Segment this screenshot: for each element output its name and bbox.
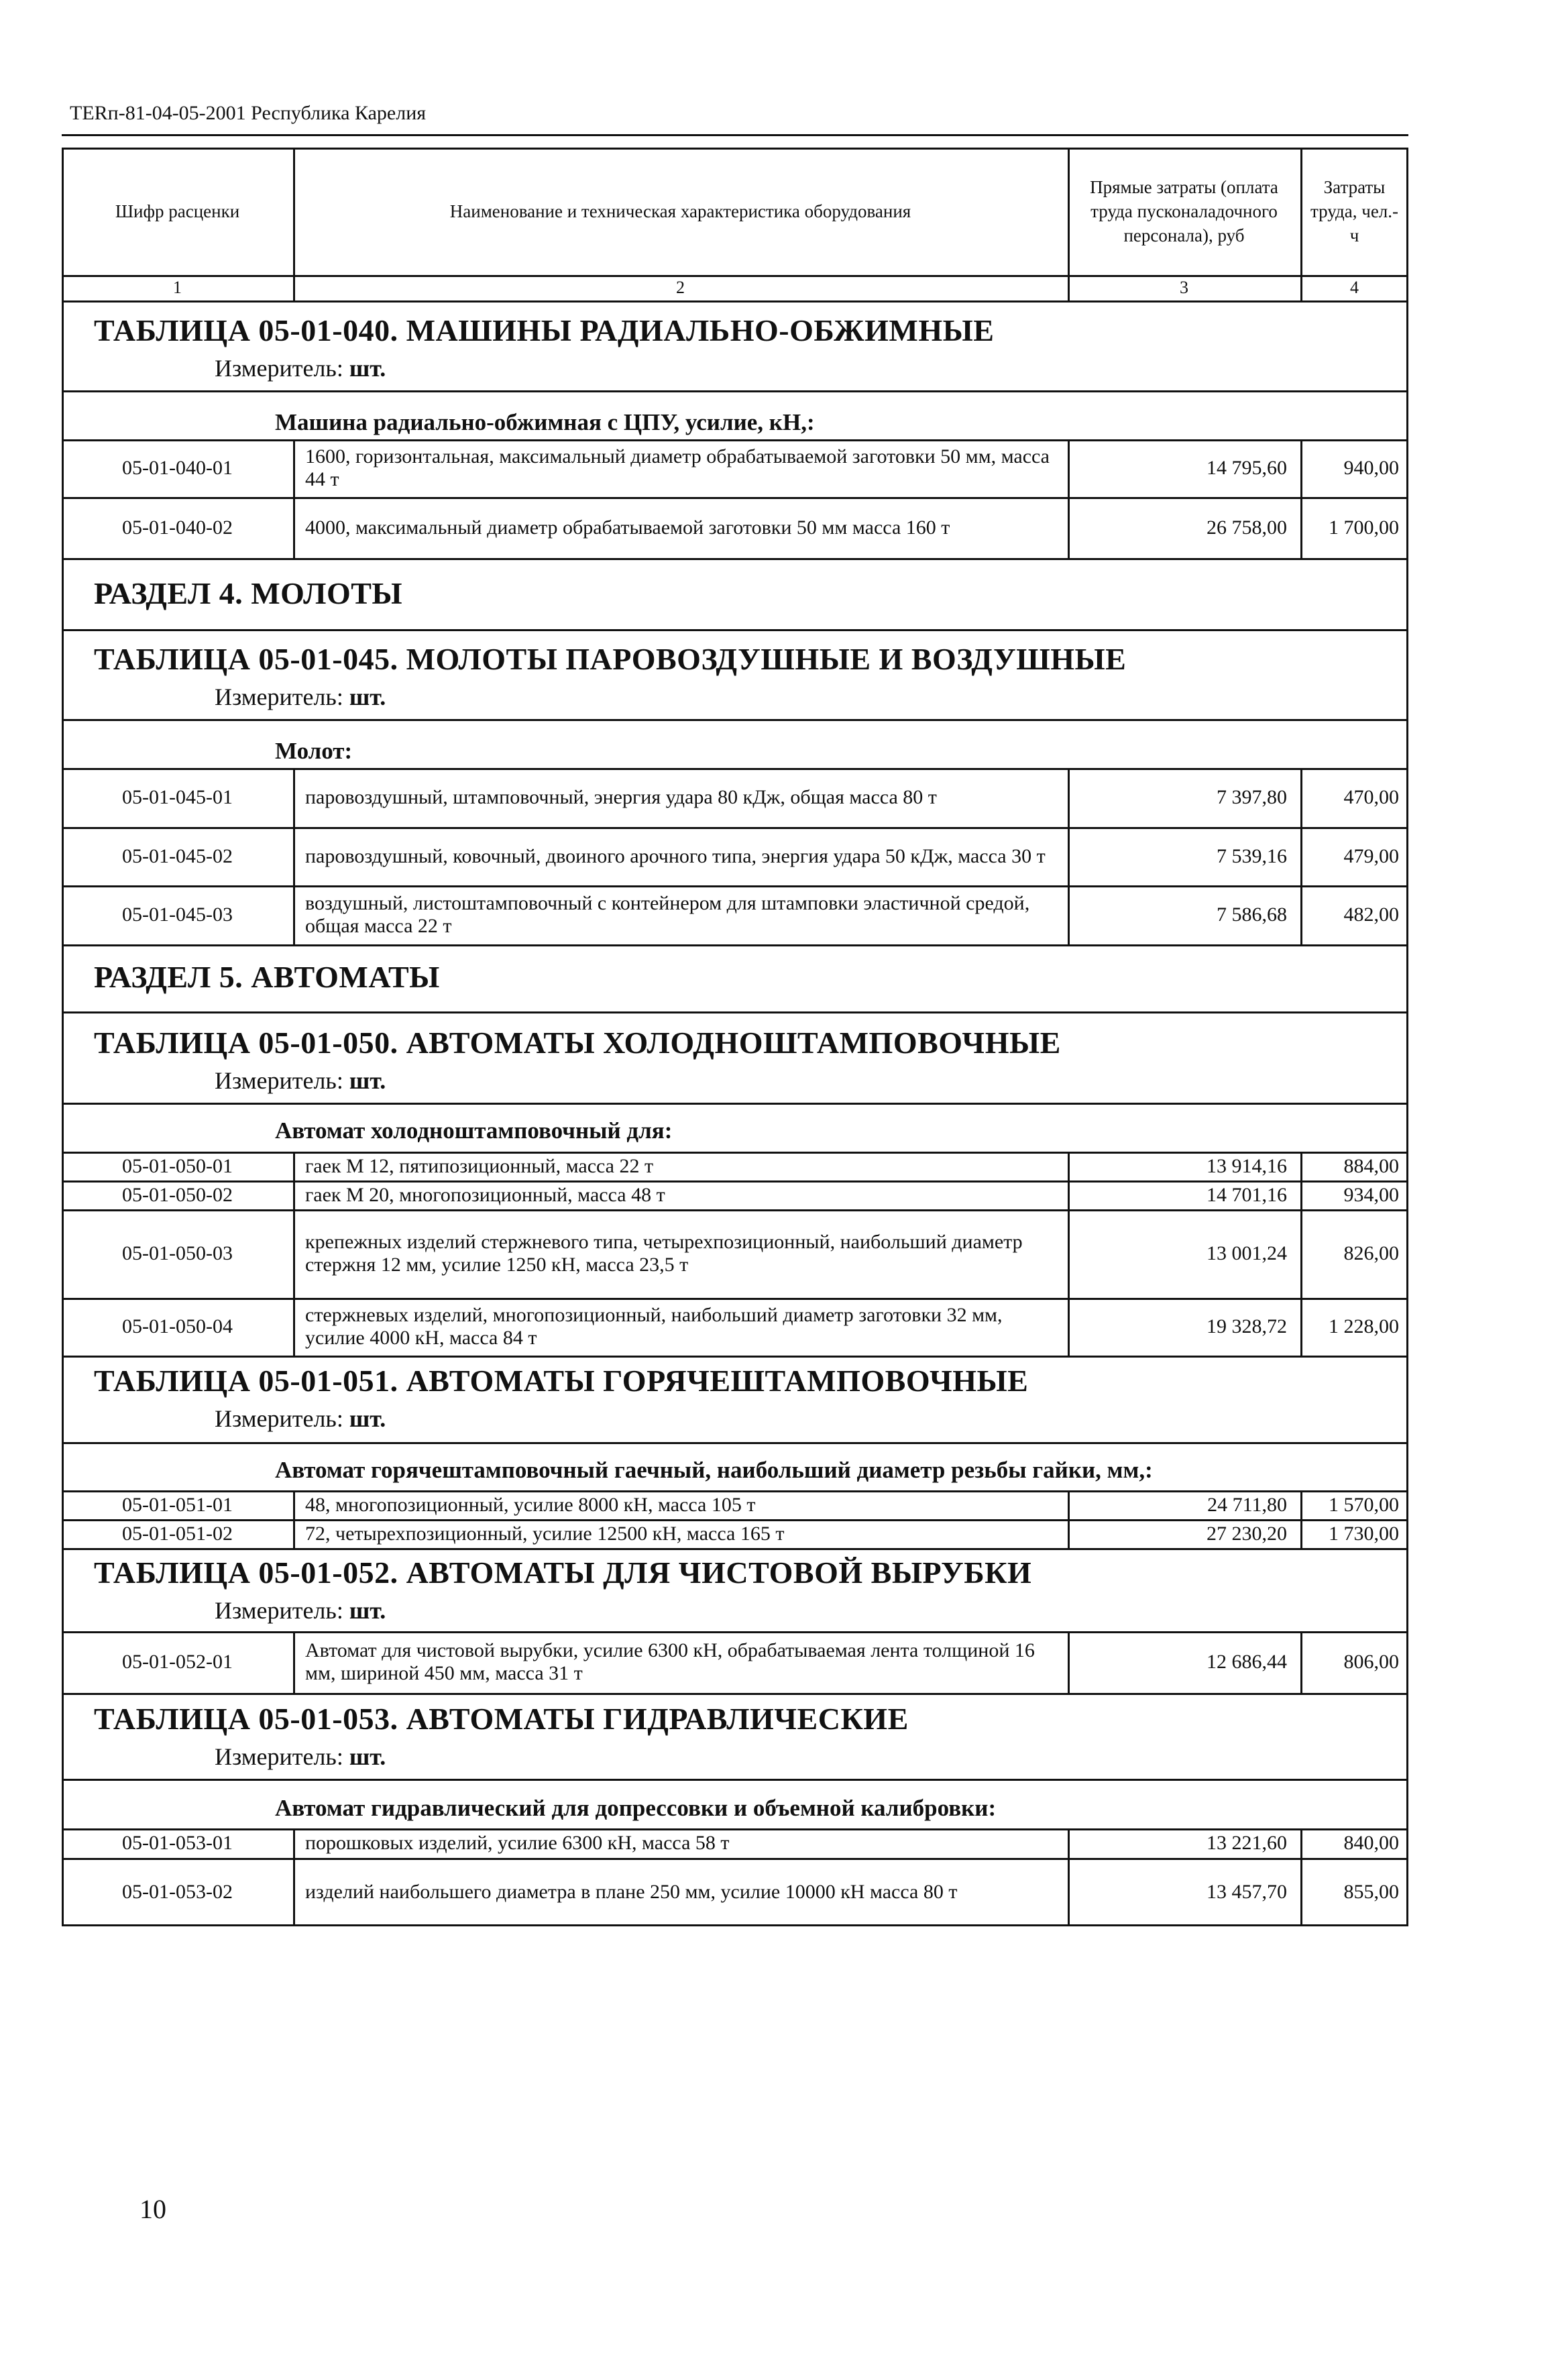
row-cost: 12 686,44 (1207, 1651, 1287, 1673)
row-code: 05-01-051-01 (122, 1493, 233, 1516)
unit-label: Измеритель: шт. (215, 683, 386, 710)
page-number: 10 (139, 2194, 166, 2224)
col-divider (1300, 1152, 1302, 1356)
row-rule (62, 1693, 1408, 1695)
unit-label: Измеритель: шт. (215, 1067, 386, 1094)
row-description: 4000, максимальный диаметр обрабатываемой заготовки 50 мм масса 160 т (305, 516, 950, 539)
row-labor: 1 228,00 (1329, 1315, 1399, 1337)
unit-label: Измеритель: шт. (215, 1597, 386, 1624)
head-divider (1068, 148, 1070, 300)
row-description: крепежных изделий стержневого типа, четырехпозиционный, наибольший диаметр стержня 12 мм, усилие 1250 кН, масса 23,5 т (305, 1231, 1023, 1276)
col-divider (1068, 1152, 1070, 1356)
col-divider (1068, 1490, 1070, 1548)
row-cost: 13 914,16 (1207, 1154, 1287, 1177)
row-description: изделий наибольшего диаметра в плане 250 мм, усилие 10000 кН масса 80 т (305, 1881, 958, 1903)
row-cost: 26 758,00 (1207, 516, 1287, 539)
section-title: ТАБЛИЦА 05-01-040. МАШИНЫ РАДИАЛЬНО-ОБЖИМНЫЕ (94, 313, 995, 347)
group-heading: Автомат холодноштамповочный для: (275, 1117, 673, 1144)
col-divider (293, 768, 295, 944)
row-code: 05-01-050-04 (122, 1315, 233, 1337)
row-description: воздушный, листоштамповочный с контейнером для штамповки эластичной средой, общая масса 22 т (305, 892, 1030, 937)
row-code: 05-01-045-03 (122, 903, 233, 926)
row-cost: 13 001,24 (1207, 1242, 1287, 1264)
col-number-4: 4 (1350, 278, 1359, 297)
col-divider (293, 1152, 295, 1356)
group-heading: Автомат горячештамповочный гаечный, наибольший диаметр резьбы гайки, мм,: (275, 1457, 1153, 1483)
row-cost: 14 701,16 (1207, 1183, 1287, 1206)
col-header-code: Шифр расценки (115, 201, 240, 221)
table-row (62, 1209, 1408, 1298)
row-code: 05-01-045-02 (122, 844, 233, 867)
head-rule (62, 275, 1408, 277)
table-row (62, 1490, 1408, 1519)
document-header: TERп-81-04-05-2001 Республика Карелия (70, 102, 427, 124)
unit-label: Измеритель: шт. (215, 1743, 386, 1770)
table-head (62, 148, 1408, 310)
row-code: 05-01-050-02 (122, 1183, 233, 1206)
head-divider (1300, 148, 1302, 300)
row-code: 05-01-050-01 (122, 1154, 233, 1177)
row-cost: 27 230,20 (1207, 1522, 1287, 1545)
table-row (62, 1519, 1408, 1548)
col-divider (1068, 1828, 1070, 1926)
section-rule (62, 1442, 1408, 1444)
row-description: гаек М 12, пятипозиционный, масса 22 т (305, 1154, 654, 1177)
row-code: 05-01-051-02 (122, 1522, 233, 1545)
section-title: РАЗДЕЛ 4. МОЛОТЫ (94, 576, 403, 610)
section-rule (62, 1103, 1408, 1105)
col-divider (293, 1828, 295, 1926)
row-code: 05-01-052-01 (122, 1651, 233, 1673)
row-cost: 14 795,60 (1207, 457, 1287, 479)
row-description: 1600, горизонтальная, максимальный диаметр обрабатываемой заготовки 50 мм, масса 44 т (305, 445, 1050, 490)
col-divider (293, 1631, 295, 1693)
table-row (62, 768, 1408, 827)
col-divider (1300, 768, 1302, 944)
row-labor: 840,00 (1343, 1832, 1399, 1854)
table-row (62, 439, 1408, 497)
row-labor: 884,00 (1343, 1154, 1399, 1177)
col-header-cost: Прямые затраты (оплата труда пусконаладочного персонала), руб (1090, 177, 1278, 245)
row-labor: 482,00 (1343, 903, 1399, 926)
group-heading: Машина радиально-обжимная с ЦПУ, усилие, кН,: (275, 409, 815, 435)
row-description: 72, четырехпозиционный, усилие 12500 кН, масса 165 т (305, 1522, 785, 1545)
col-divider (1068, 768, 1070, 944)
col-divider (293, 439, 295, 558)
col-divider (1300, 439, 1302, 558)
header-rule (62, 134, 1408, 136)
head-divider (293, 148, 295, 300)
table-row (62, 497, 1408, 558)
section-title: ТАБЛИЦА 05-01-053. АВТОМАТЫ ГИДРАВЛИЧЕСКИЕ (94, 1702, 909, 1736)
row-description: паровоздушный, ковочный, двоиного арочного типа, энергия удара 50 кДж, масса 30 т (305, 844, 1046, 867)
section-title: ТАБЛИЦА 05-01-050. АВТОМАТЫ ХОЛОДНОШТАМПОВОЧНЫЕ (94, 1026, 1061, 1060)
table-row (62, 1152, 1408, 1180)
row-cost: 13 457,70 (1207, 1881, 1287, 1903)
row-description: гаек М 20, многопозиционный, масса 48 т (305, 1183, 665, 1206)
section-rule (62, 1011, 1408, 1013)
section-rule (62, 1779, 1408, 1781)
row-code: 05-01-045-01 (122, 786, 233, 808)
col-number-1: 1 (173, 278, 182, 297)
table-row (62, 1858, 1408, 1926)
row-labor: 934,00 (1343, 1183, 1399, 1206)
col-header-name: Наименование и техническая характеристика оборудования (449, 201, 911, 221)
group-heading: Автомат гидравлический для допрессовки и объемной калибровки: (275, 1795, 997, 1821)
row-labor: 1 570,00 (1329, 1493, 1399, 1516)
table-row (62, 827, 1408, 885)
col-divider (1300, 1490, 1302, 1548)
row-labor: 1 730,00 (1329, 1522, 1399, 1545)
row-code: 05-01-040-02 (122, 516, 233, 539)
unit-label: Измеритель: шт. (215, 1405, 386, 1432)
head-rule (62, 300, 1408, 303)
table-row (62, 885, 1408, 944)
table-row (62, 1631, 1408, 1693)
row-code: 05-01-053-02 (122, 1881, 233, 1903)
col-divider (293, 1490, 295, 1548)
col-divider (1068, 1631, 1070, 1693)
group-heading: Молот: (275, 738, 353, 764)
row-description: Автомат для чистовой вырубки, усилие 6300 кН, обрабатываемая лента толщиной 16 мм, шириной 450 мм, масса 31 т (305, 1639, 1035, 1684)
col-divider (1068, 439, 1070, 558)
row-description: порошковых изделий, усилие 6300 кН, масса 58 т (305, 1832, 730, 1854)
row-labor: 855,00 (1343, 1881, 1399, 1903)
table-row (62, 1828, 1408, 1858)
section-rule (62, 629, 1408, 631)
row-rule (62, 1548, 1408, 1550)
section-rule (62, 390, 1408, 392)
col-divider (1300, 1631, 1302, 1693)
row-labor: 826,00 (1343, 1242, 1399, 1264)
col-number-2: 2 (676, 278, 685, 297)
table-row (62, 1180, 1408, 1209)
row-cost: 7 397,80 (1217, 786, 1287, 808)
row-labor: 806,00 (1343, 1651, 1399, 1673)
section-title: ТАБЛИЦА 05-01-052. АВТОМАТЫ ДЛЯ ЧИСТОВОЙ ВЫРУБКИ (94, 1555, 1032, 1590)
row-labor: 1 700,00 (1329, 516, 1399, 539)
unit-label: Измеритель: шт. (215, 355, 386, 382)
row-cost: 7 586,68 (1217, 903, 1287, 926)
section-title: ТАБЛИЦА 05-01-051. АВТОМАТЫ ГОРЯЧЕШТАМПОВОЧНЫЕ (94, 1364, 1029, 1398)
col-header-labor: Затраты труда, чел.-ч (1310, 177, 1399, 245)
col-divider (1300, 1828, 1302, 1926)
section-rule (62, 719, 1408, 721)
row-code: 05-01-050-03 (122, 1242, 233, 1264)
row-code: 05-01-040-01 (122, 457, 233, 479)
row-description: стержневых изделий, многопозиционный, наибольший диаметр заготовки 32 мм, усилие 4000 кН, масса 84 т (305, 1304, 1003, 1349)
row-rule (62, 944, 1408, 946)
table-row (62, 1298, 1408, 1356)
row-cost: 7 539,16 (1217, 844, 1287, 867)
row-rule (62, 558, 1408, 560)
row-code: 05-01-053-01 (122, 1832, 233, 1854)
section-title: ТАБЛИЦА 05-01-045. МОЛОТЫ ПАРОВОЗДУШНЫЕ И ВОЗДУШНЫЕ (94, 642, 1127, 676)
row-labor: 470,00 (1343, 786, 1399, 808)
row-rule (62, 1356, 1408, 1358)
row-cost: 13 221,60 (1207, 1832, 1287, 1854)
row-labor: 479,00 (1343, 844, 1399, 867)
row-cost: 19 328,72 (1207, 1315, 1287, 1337)
row-cost: 24 711,80 (1207, 1493, 1287, 1516)
col-number-3: 3 (1180, 278, 1188, 297)
row-labor: 940,00 (1343, 457, 1399, 479)
row-description: паровоздушный, штамповочный, энергия удара 80 кДж, общая масса 80 т (305, 786, 937, 808)
row-description: 48, многопозиционный, усилие 8000 кН, масса 105 т (305, 1493, 756, 1516)
section-title: РАЗДЕЛ 5. АВТОМАТЫ (94, 960, 440, 994)
